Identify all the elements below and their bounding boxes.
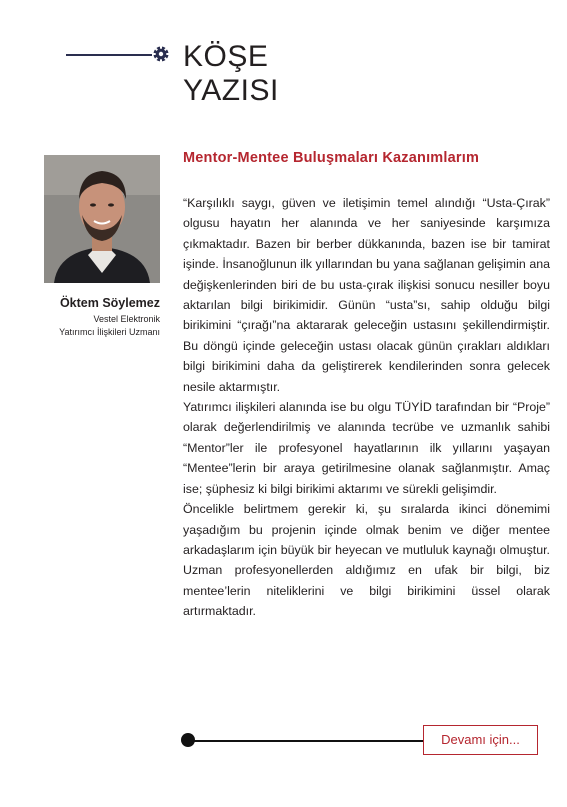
header-line [66, 54, 152, 56]
author-portrait-icon [44, 155, 160, 283]
article-title: Mentor-Mentee Buluşmaları Kazanımlarım [183, 150, 480, 166]
author-role: Yatırımcı İlişkileri Uzmanı [59, 327, 160, 337]
footer-line [192, 740, 423, 742]
author-photo [44, 155, 160, 283]
read-more-button[interactable]: Devamı için... [423, 725, 538, 755]
gear-star-icon [152, 45, 170, 63]
section-title-line2: YAZISI [183, 74, 279, 107]
article-body [183, 193, 550, 622]
author-name: Öktem Söylemez [59, 296, 160, 310]
author-company: Vestel Elektronik [93, 314, 160, 324]
article-paragraph: Yatırımcı ilişkileri alanında ise bu olgu TÜYİD tarafından bir “Proje” olarak değerlendirilmiş ve alanında tecrübe ve uzmanlık sahibi “Mentor”ler ile profesyonel hayatlarının ilk yıllarını yaşayan “Mentee”lerin bir araya getirilmesine olanak sağlanmıştır. Amaç ise; şüphesiz ki bilgi birikimi aktarımı ve sürekli gelişimdir. [183, 400, 550, 496]
section-title [183, 40, 279, 108]
article-paragraph: Öncelikle belirtmem gerekir ki, şu sıralarda ikinci dönemimi yaşadığım bu projenin içinde olmak benim ve diğer mentee arkadaşlarım için büyük bir heyecan ve mutluluk kaynağı olmuştur. Uzman profesyonellerden aldığımız en ufak bir bilgi, biz mentee’lerin niteliklerini ve bilgi birikimini üssel olarak artırmaktadır. [183, 502, 550, 619]
section-title-line1: KÖŞE [183, 40, 269, 73]
article-paragraph: “Karşılıklı saygı, güven ve iletişimin temel alındığı “Usta-Çırak” olgusu hayatın her alanında ve her saniyesinde karşımıza çıkmaktadır. Bazen bir berber dükkanında, bazen ise bir tamirat işinde. İnsanoğlunun ilk yıllarından bu yana sağlanan gelişimin ana değişkenlerinden biri de bu usta-çırak ilişkisi sonucu nesiller boyu aktarılan bilgi birikimidir. Günün “usta”sı, sahip olduğu bilgi birikimini “çırağı”na aktararak geleceğin ustasını şekillendirmiştir. Bu döngü içinde geleceğin ustası olacak günün çırakları aldıkları bilgi birikimini daha da geliştirerek kendilerinden sonra gelecek nesile aktarmıştır. [183, 196, 550, 394]
